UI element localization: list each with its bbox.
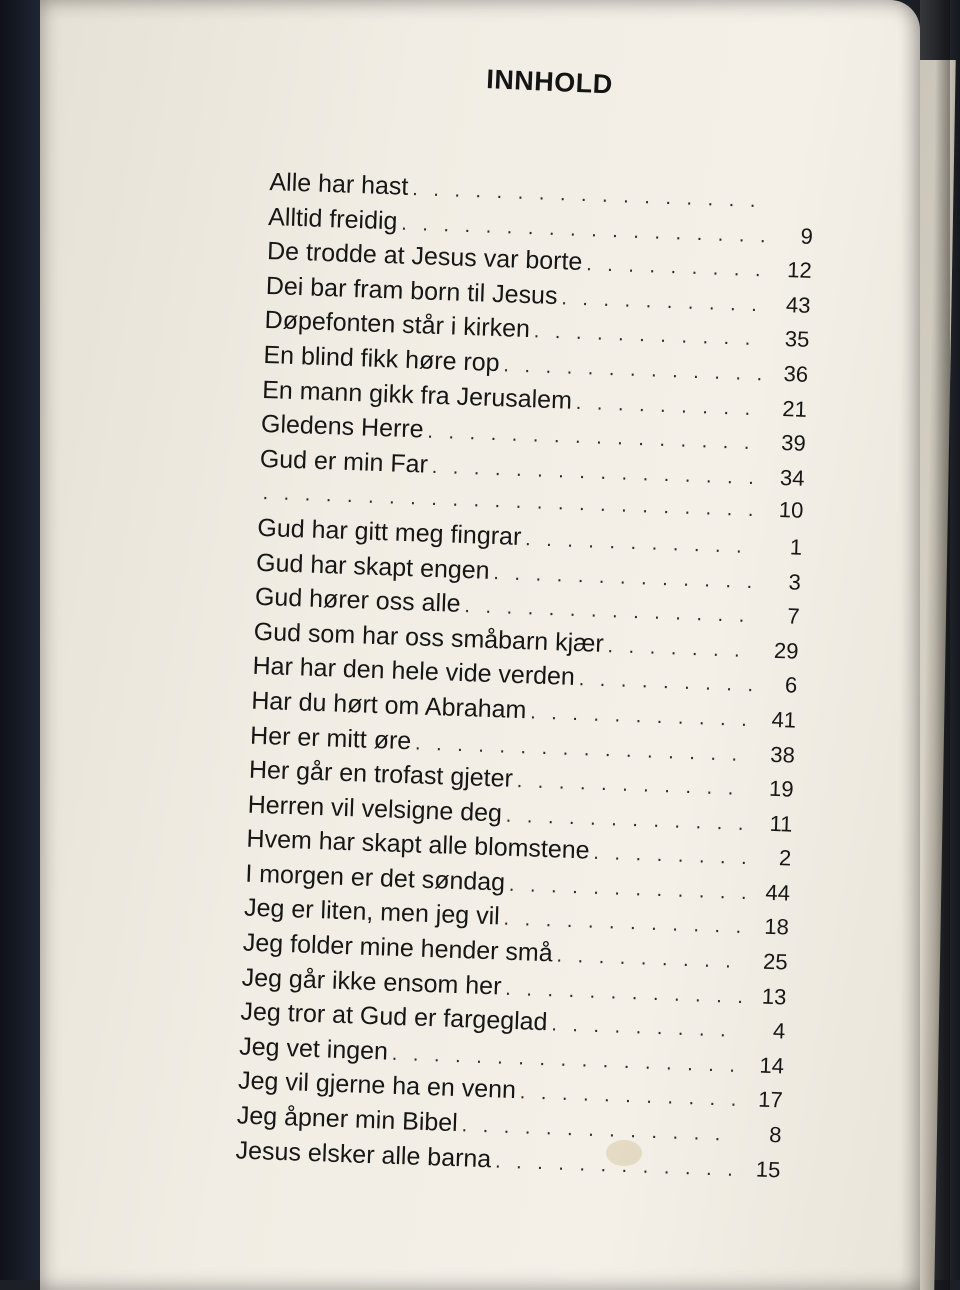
toc-entry-page: 15 [755, 1156, 781, 1183]
toc-entry-page: 3 [788, 568, 802, 595]
toc-entry-page: 44 [765, 879, 791, 906]
toc-entry-page: 41 [771, 706, 797, 733]
toc-entry-page: 8 [768, 1122, 783, 1148]
toc-entry-page: 18 [763, 914, 790, 941]
toc-entry-title: Dei bar fram born til Jesus [265, 271, 558, 310]
toc-entry-title: Jeg folder mine hender små [242, 928, 554, 968]
toc-entry-title: Alle har hast [269, 168, 409, 201]
dot-leader [505, 977, 743, 1008]
dot-leader [503, 354, 764, 386]
dot-leader [556, 945, 744, 975]
toc-entry-title: Har du hørt om Abraham [250, 686, 527, 725]
toc-entry-title: Gud er min Far [259, 444, 429, 479]
dot-leader [586, 253, 768, 282]
dot-leader [415, 732, 751, 767]
dot-leader [461, 1114, 738, 1147]
toc-entry-page: 12 [786, 257, 813, 284]
toc-entry-page: 19 [768, 775, 795, 802]
dot-leader [412, 178, 771, 213]
dot-leader [391, 1043, 740, 1078]
dot-leader [530, 701, 753, 732]
toc-entry-page [774, 208, 814, 209]
dot-leader [464, 595, 756, 628]
toc-entry-page: 43 [785, 291, 811, 318]
dot-leader [533, 321, 765, 352]
table-of-contents [235, 168, 815, 1190]
toc-entry-page: 21 [782, 395, 808, 422]
dot-leader [503, 908, 745, 939]
toc-entry-title: Døpefonten står i kirken [264, 306, 531, 344]
toc-entry-page: 1 [789, 534, 803, 560]
toc-entry-title: Jesus elsker alle barna [235, 1136, 492, 1173]
dot-leader [495, 1150, 737, 1181]
toc-entry-page: 36 [783, 361, 809, 387]
toc-entry-title: Har har den hele vide verden [252, 652, 576, 692]
toc-entry-page: 35 [784, 326, 810, 353]
dot-leader [431, 456, 760, 490]
dot-leader [525, 528, 759, 559]
toc-entry-page: 17 [757, 1087, 784, 1113]
toc-entry-page: 13 [761, 983, 787, 1010]
toc-entry-title: Jeg vet ingen [238, 1032, 389, 1066]
page-title: INNHOLD [485, 64, 614, 100]
toc-entry-title: Hvem har skapt alle blomstene [246, 824, 591, 865]
toc-entry-title: I morgen er det søndag [244, 859, 506, 897]
toc-entry-page: 34 [779, 464, 805, 491]
toc-entry-page: 10 [778, 497, 804, 524]
toc-entry-title: Herren vil velsigne deg [247, 790, 503, 828]
dot-leader [493, 562, 757, 594]
dot-leader [509, 874, 747, 905]
dot-leader [561, 287, 767, 317]
dot-leader [607, 635, 755, 663]
toc-entry-title: Her går en trofast gjeter [248, 755, 514, 793]
dot-leader [516, 770, 750, 801]
toc-entry-page: 4 [772, 1018, 786, 1044]
dot-leader [551, 1014, 742, 1044]
toc-entry-page: 9 [800, 223, 814, 249]
dot-leader [575, 391, 763, 421]
toc-entry-title: Gud har gitt meg fingrar [256, 513, 522, 551]
toc-entry-page: 14 [759, 1052, 785, 1079]
toc-entry-title: Gud har skapt engen [255, 548, 491, 585]
toc-entry-page: 7 [786, 603, 801, 629]
toc-entry-page: 2 [778, 845, 792, 871]
toc-entry-page: 29 [773, 637, 799, 664]
dot-leader [505, 804, 748, 835]
toc-entry-title: De trodde at Jesus var borte [266, 237, 583, 277]
toc-entry-page: 38 [769, 741, 796, 768]
toc-entry-title: Jeg åpner min Bibel [236, 1101, 459, 1138]
toc-entry-title: Her er mitt øre [249, 721, 412, 755]
toc-entry-title: Gledens Herre [260, 410, 425, 444]
dot-leader [578, 668, 753, 697]
toc-entry-page: 6 [784, 672, 798, 699]
toc-entry-title: Jeg går ikke ensom her [241, 963, 502, 1001]
dot-leader [593, 842, 747, 870]
toc-entry-title: Alltid freidig [267, 202, 398, 236]
toc-entry-page: 39 [780, 430, 807, 457]
toc-entry-page: 25 [762, 948, 789, 975]
toc-entry-title: Jeg er liten, men jeg vil [243, 894, 501, 931]
toc-entry-title: En blind fikk høre rop [262, 340, 501, 378]
spine-shadow [900, 0, 950, 1290]
toc-entry-title: En mann gikk fra Jerusalem [261, 375, 573, 415]
toc-entry-title: Gud som har oss småbarn kjær [253, 617, 605, 658]
dot-leader [427, 421, 762, 456]
dot-leader [401, 212, 769, 248]
toc-entry-page: 11 [769, 810, 793, 837]
toc-entry-title: Gud hører oss alle [254, 582, 462, 619]
dot-leader [519, 1082, 739, 1113]
toc-entry-title: Jeg vil gjerne ha en venn [237, 1066, 517, 1105]
toc-entry-title: Jeg tror at Gud er fargeglad [240, 997, 548, 1037]
